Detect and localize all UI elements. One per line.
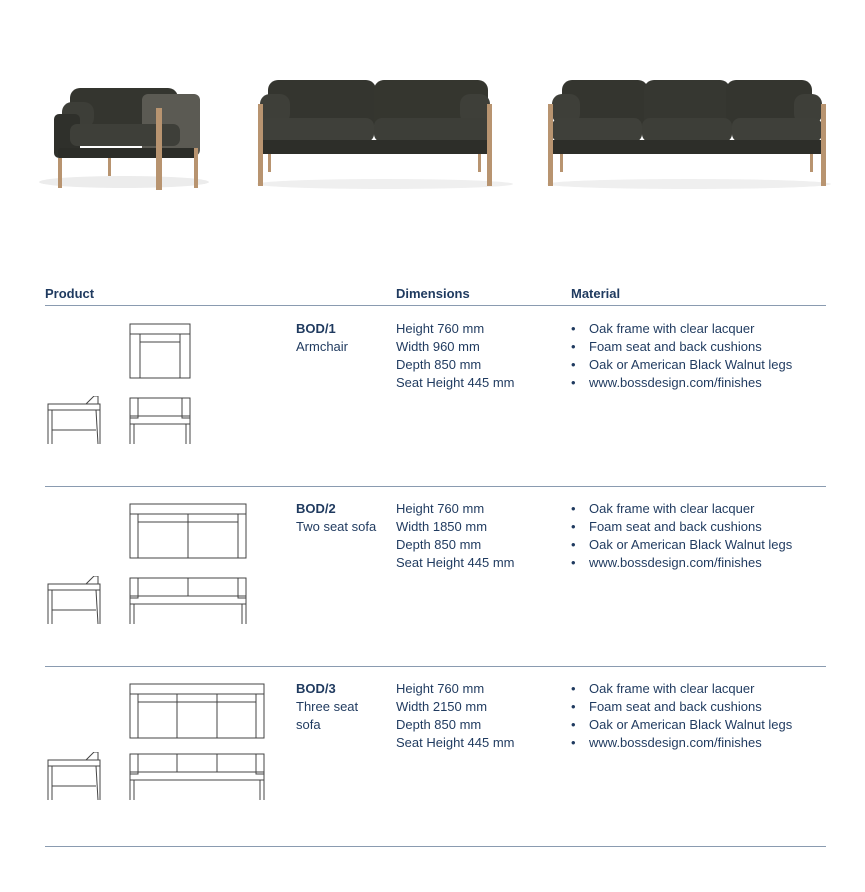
material-list [571, 320, 792, 392]
dimension-height: Height 760 mm [396, 681, 485, 696]
two-seat-plan-drawing [128, 502, 248, 560]
three-seat-sofa-photo [544, 74, 834, 194]
material-item: • Oak or American Black Walnut legs [571, 356, 792, 374]
material-item: • Oak frame with clear lacquer [571, 680, 792, 698]
dimensions-list [396, 680, 515, 752]
material-list [571, 500, 792, 572]
product-name: Armchair [296, 339, 349, 354]
dimensions-list [396, 320, 515, 392]
material-item: • Oak or American Black Walnut legs [571, 536, 792, 554]
product-name: Two seat sofa [296, 519, 377, 534]
dimension-width: Width 1850 mm [396, 519, 488, 534]
dimension-height: Height 760 mm [396, 321, 485, 336]
armchair-photo [34, 74, 214, 194]
armchair-plan-drawing [128, 322, 192, 380]
product-name: Three seat sofa [296, 699, 359, 732]
material-item: • Foam seat and back cushions [571, 518, 792, 536]
material-list [571, 680, 792, 752]
dimension-seat-height: Seat Height 445 mm [396, 375, 515, 390]
product-code: BOD/3 [296, 681, 336, 696]
material-item: • Oak frame with clear lacquer [571, 320, 792, 338]
three-seat-plan-drawing [128, 682, 266, 740]
material-header: Material [571, 286, 621, 301]
header-divider [45, 305, 826, 306]
material-item: • Oak or American Black Walnut legs [571, 716, 792, 734]
row-divider [45, 846, 826, 847]
dimensions-header: Dimensions [396, 286, 470, 301]
material-item: • Oak frame with clear lacquer [571, 500, 792, 518]
three-seat-front-drawing [128, 752, 266, 802]
product-code: BOD/1 [296, 321, 336, 336]
material-item: • www.bossdesign.com/finishes [571, 554, 792, 572]
three-seat-side-drawing [46, 752, 102, 802]
dimensions-list [396, 500, 515, 572]
dimension-height: Height 760 mm [396, 501, 485, 516]
material-item: • Foam seat and back cushions [571, 338, 792, 356]
armchair-side-drawing [46, 396, 102, 446]
dimension-depth: Depth 850 mm [396, 717, 482, 732]
dimension-seat-height: Seat Height 445 mm [396, 555, 515, 570]
dimension-width: Width 2150 mm [396, 699, 488, 714]
product-code: BOD/2 [296, 501, 336, 516]
two-seat-sofa-photo [254, 74, 516, 194]
row-divider [45, 666, 826, 667]
dimension-depth: Depth 850 mm [396, 537, 482, 552]
dimension-depth: Depth 850 mm [396, 357, 482, 372]
dimension-width: Width 960 mm [396, 339, 480, 354]
two-seat-front-drawing [128, 576, 248, 626]
armchair-front-drawing [128, 396, 192, 446]
product-header: Product [45, 286, 95, 301]
material-item: • www.bossdesign.com/finishes [571, 374, 792, 392]
dimension-seat-height: Seat Height 445 mm [396, 735, 515, 750]
row-divider [45, 486, 826, 487]
material-item: • Foam seat and back cushions [571, 698, 792, 716]
two-seat-side-drawing [46, 576, 102, 626]
material-item: • www.bossdesign.com/finishes [571, 734, 792, 752]
